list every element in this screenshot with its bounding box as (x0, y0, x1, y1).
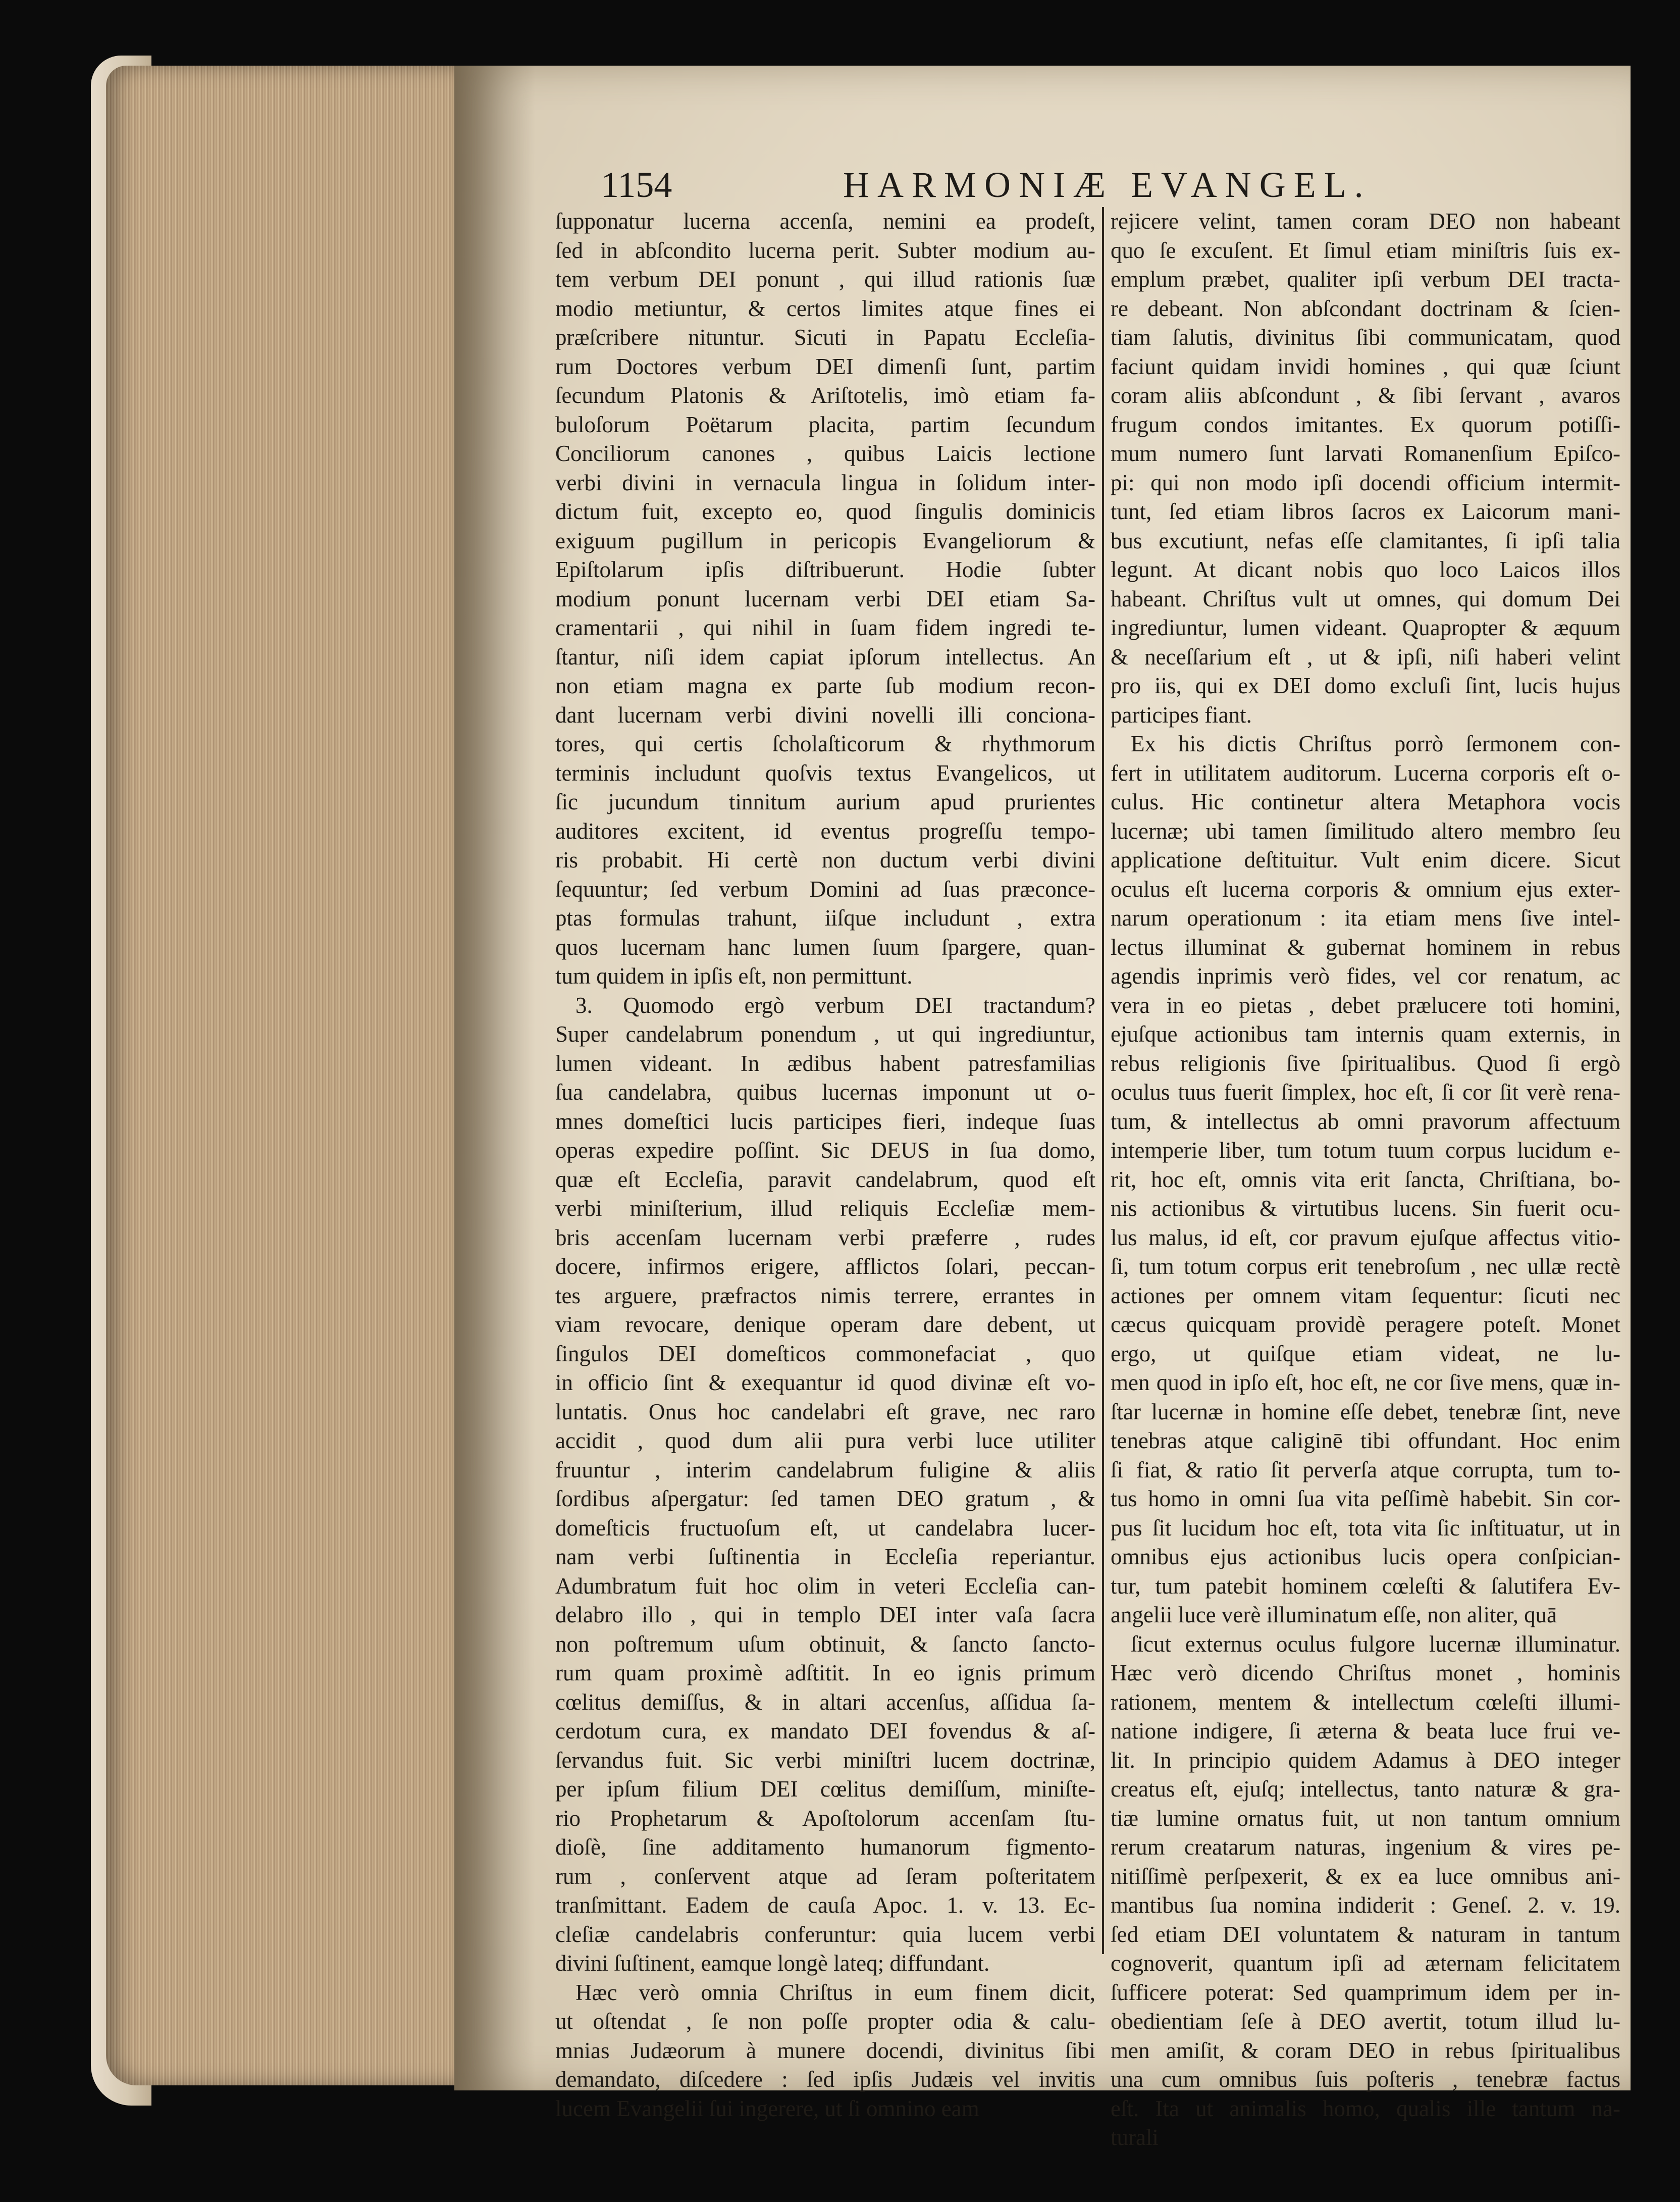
text-line: cœlitus demiſſus, & in altari accenſus, aſſidua ſa- (555, 1689, 1095, 1715)
text-line: mum numero ſunt larvati Romanenſium Epiſco- (1111, 441, 1620, 466)
text-line: tus homo in omni ſua vita peſſimè habebit. Sin cor- (1111, 1486, 1620, 1511)
text-line: accidit , quod dum alii pura verbi luce utiliter (555, 1428, 1095, 1453)
text-line: terminis includunt quoſvis textus Evangelicos, ut (555, 760, 1095, 786)
text-line: non etiam magna ex parte ſub modium recon- (555, 673, 1095, 698)
text-line: rebus religionis ſive ſpiritualibus. Quod ſi ergò (1111, 1050, 1620, 1076)
text-line: ſed in abſcondito lucerna perit. Subter modium au- (555, 237, 1095, 263)
text-line: viam revocare, denique operam dare debent, ut (555, 1312, 1095, 1337)
text-line: mnes domeſtici lucis participes fieri, indeque ſuas (555, 1108, 1095, 1134)
text-line: actiones per omnem vitam ſequentur: ſicuti nec (1111, 1283, 1620, 1308)
text-line: men amiſit, & coram DEO in rebus ſpiritualibus (1111, 2037, 1620, 2063)
text-line: ut oſtendat , ſe non poſſe propter odia & calu- (555, 2009, 1095, 2034)
text-line: quæ eſt Eccleſia, paravit candelabrum, quod eſt (555, 1166, 1095, 1192)
text-line: ſordibus aſpergatur: ſed tamen DEO gratum , & (555, 1486, 1095, 1511)
text-line: nitiſſimè perſpexerit, & ex ea luce omnibus ani- (1111, 1863, 1620, 1889)
text-line: lus malus, id eſt, cor pravum ejuſque affectus vitio- (1111, 1224, 1620, 1250)
text-line: ſi, tum totum corpus erit tenebroſum , nec ullæ rectè (1111, 1254, 1620, 1279)
text-line: tiam ſalutis, divinitus ſibi communicatam, quod (1111, 325, 1620, 350)
text-line: rum , conſervent atque ad ſeram poſteritatem (555, 1863, 1095, 1889)
text-line: ſufficere poterat: Sed quamprimum idem per in- (1111, 1979, 1620, 2005)
left-text-column (555, 207, 1095, 2123)
text-line: lucem Evangelii ſui ingerere, ut ſi omnino eam (555, 2095, 979, 2121)
text-line: rum quam proximè adſtitit. In eo ignis primum (555, 1660, 1095, 1685)
column-divider (1102, 207, 1104, 1954)
text-line: tenebras atque caliginē tibi offundant. Hoc enim (1111, 1428, 1620, 1453)
text-line: 3. Quomodo ergò verbum DEI tractandum? (575, 992, 1095, 1018)
text-line: ſervandus fuit. Sic verbi miniſtri lucem doctrinæ, (555, 1747, 1095, 1773)
text-line: Conciliorum canones , quibus Laicis lectione (555, 441, 1095, 466)
text-line: ſtar lucernæ in homine eſſe debet, tenebræ ſint, neve (1111, 1399, 1620, 1424)
text-line: bris accenſam lucernam verbi præferre , rudes (555, 1224, 1095, 1250)
text-line: natione indigere, ſi æterna & beata luce frui ve- (1111, 1718, 1620, 1744)
text-line: modium ponunt lucernam verbi DEI etiam Sa- (555, 586, 1095, 611)
text-line: eſt. Ita ut animalis homo, qualis ille tantum na- (1111, 2095, 1620, 2121)
text-line: lit. In principio quidem Adamus à DEO integer (1111, 1747, 1620, 1773)
text-line: nis actionibus & virtutibus lucens. Sin fuerit ocu- (1111, 1196, 1620, 1221)
gutter-shadow (454, 66, 535, 2090)
text-line: luntatis. Onus hoc candelabri eſt grave, nec raro (555, 1399, 1095, 1424)
text-line: rerum creatarum naturas, ingenium & vires pe- (1111, 1834, 1620, 1860)
text-line: per ipſum filium DEI cœlitus demiſſum, miniſte- (555, 1776, 1095, 1802)
text-line: quos lucernam hanc lumen ſuum ſpargere, quan- (555, 934, 1095, 960)
text-line: Adumbratum fuit hoc olim in veteri Eccleſia can- (555, 1573, 1095, 1599)
text-line: tur, tum patebit hominem cœleſti & ſalutifera Ev- (1111, 1573, 1620, 1599)
text-line: ſi fiat, & ratio ſit perverſa atque corrupta, tum to- (1111, 1457, 1620, 1482)
text-line: divini ſuſtinent, eamque longè lateq; diffundant. (555, 1951, 990, 1976)
text-line: Hæc verò omnia Chriſtus in eum finem dicit, (575, 1979, 1095, 2005)
text-line: ingrediuntur, lumen videant. Quapropter & æquum (1111, 615, 1620, 640)
text-line: cæcus quicquam providè peragere poteſt. Monet (1111, 1312, 1620, 1337)
text-line: lumen videant. In ædibus habent patresfamilias (555, 1050, 1095, 1076)
text-line: ergo, ut quiſque etiam videat, ne lu- (1111, 1341, 1620, 1366)
text-line: ſua candelabra, quibus lucernas imponunt ut o- (555, 1080, 1095, 1105)
text-line: docere, infirmos erigere, afflictos ſolari, peccan- (555, 1254, 1095, 1279)
text-line: re debeant. Non abſcondant doctrinam & ſcien- (1111, 295, 1620, 321)
text-line: intemperie liber, tum totum tuum corpus lucidum e- (1111, 1138, 1620, 1163)
text-line: cerdotum cura, ex mandato DEI fovendus & aſ- (555, 1718, 1095, 1744)
text-line: oculus eſt lucerna corporis & omnium ejus exter- (1111, 876, 1620, 902)
text-line: creatus eſt, ejuſq; intellectus, tanto naturæ & gra- (1111, 1776, 1620, 1802)
text-line: ſupponatur lucerna accenſa, nemini ea prodeſt, (555, 209, 1095, 234)
text-line: demandato, diſcedere : ſed ipſis Judæis vel invitis (555, 2067, 1095, 2092)
text-line: bus excutiunt, nefas eſſe clamitantes, ſi ipſi talia (1111, 528, 1620, 553)
text-line: rationem, mentem & intellectum cœleſti illumi- (1111, 1689, 1620, 1715)
text-line: angelii luce verè illuminatum eſſe, non aliter, quā (1111, 1602, 1557, 1627)
text-line: quo ſe excuſent. Et ſimul etiam miniſtris ſuis ex- (1111, 237, 1620, 263)
text-line: omnibus ejus actionibus lucis opera conſpician- (1111, 1544, 1620, 1569)
text-line: ejuſque actionibus tam internis quam externis, in (1111, 1021, 1620, 1047)
page-edges (106, 66, 459, 2085)
text-line: pus ſit lucidum hoc eſt, tota vita ſic inſtituatur, ut in (1111, 1515, 1620, 1541)
text-line: fert in utilitatem auditorum. Lucerna corporis eſt o- (1111, 760, 1620, 786)
text-line: lucernæ; ubi tamen ſimilitudo altero membro ſeu (1111, 818, 1620, 844)
text-line: verbi miniſterium, illud reliquis Eccleſiæ mem- (555, 1196, 1095, 1221)
text-line: domeſticis fructuoſum eſt, ut candelabra lucer- (555, 1515, 1095, 1541)
text-line: ris probabit. Hi certè non ductum verbi divini (555, 847, 1095, 873)
text-line: rio Prophetarum & Apoſtolorum accenſam ſtu- (555, 1805, 1095, 1831)
text-line: fruuntur , interim candelabrum fuligine & aliis (555, 1457, 1095, 1482)
text-line: rit, hoc eſt, omnis vita erit ſancta, Chriſtiana, bo- (1111, 1166, 1620, 1192)
text-line: ſed etiam DEI voluntatem & naturam in tantum (1111, 1921, 1620, 1947)
text-line: mantibus ſua nomina indiderit : Geneſ. 2. v. 19. (1111, 1892, 1620, 1918)
text-line: culus. Hic continetur altera Metaphora vocis (1111, 789, 1620, 814)
text-line: ſtantur, niſi idem capiat ipſorum intellectus. An (555, 644, 1095, 670)
text-line: tes arguere, præfractos nimis terrere, errantes in (555, 1283, 1095, 1308)
text-line: dant lucernam verbi divini novelli illi conciona- (555, 702, 1095, 728)
text-line: tunt, ſed etiam libros ſacros ex Laicorum mani- (1111, 499, 1620, 524)
text-line: emplum præbet, qualiter ipſi verbum DEI tracta- (1111, 267, 1620, 292)
text-line: oculus tuus fuerit ſimplex, hoc eſt, ſi cor ſit verè rena- (1111, 1080, 1620, 1105)
text-line: dioſè, ſine additamento humanorum figmento- (555, 1834, 1095, 1860)
text-line: legunt. At dicant nobis quo loco Laicos illos (1111, 557, 1620, 582)
text-line: cramentarii , qui nihil in ſuam fidem ingredi te- (555, 615, 1095, 640)
text-line: ſecundum Platonis & Ariſtotelis, imò etiam fa- (555, 383, 1095, 408)
text-line: dictum fuit, excepto eo, quod ſingulis dominicis (555, 499, 1095, 524)
right-text-column (1111, 207, 1620, 2153)
text-line: cleſiæ candelabris conferuntur: quia lucem verbi (555, 1921, 1095, 1947)
text-line: tum quidem in ipſis eſt, non permittunt. (555, 963, 913, 989)
text-line: tranſmittant. Eadem de cauſa Apoc. 1. v. 13. Ec- (555, 1892, 1095, 1918)
text-line: lectus illuminat & gubernat hominem in rebus (1111, 934, 1620, 960)
text-line: vera in eo pietas , debet prælucere toti homini, (1111, 992, 1620, 1018)
running-head: HARMONIÆ EVANGEL. (843, 165, 1372, 205)
text-line: tiæ lumine ornatus fuit, ut non tantum omnium (1111, 1805, 1620, 1831)
text-line: faciunt quidam invidi homines , qui quæ ſciunt (1111, 353, 1620, 379)
text-line: cognoverit, quantum ipſi ad æternam felicitatem (1111, 1951, 1620, 1976)
text-line: & neceſſarium eſt , ut & ipſi, niſi haberi velint (1111, 644, 1620, 670)
page-number: 1154 (601, 165, 672, 205)
text-line: men quod in ipſo eſt, hoc eſt, ne cor ſive mens, quæ in- (1111, 1370, 1620, 1395)
text-line: ſicut externus oculus fulgore lucernæ illuminatur. (1131, 1631, 1620, 1657)
text-line: auditores excitent, id eventus progreſſu tempo- (555, 818, 1095, 844)
text-line: Hæc verò dicendo Chriſtus monet , hominis (1111, 1660, 1620, 1685)
text-line: non poſtremum uſum obtinuit, & ſancto ſancto- (555, 1631, 1095, 1657)
text-line: tores, qui certis ſcholaſticorum & rhythmorum (555, 731, 1095, 756)
text-line: obedientiam ſeſe à DEO avertit, totum illud lu- (1111, 2009, 1620, 2034)
text-line: coram aliis abſcondunt , & ſibi ſervant , avaros (1111, 383, 1620, 408)
text-line: participes fiant. (1111, 702, 1252, 728)
text-line: rum Doctores verbum DEI dimenſi ſunt, partim (555, 353, 1095, 379)
text-line: Ex his dictis Chriſtus porrò ſermonem con- (1131, 731, 1620, 756)
text-line: tem verbum DEI ponunt , qui illud rationis ſuæ (555, 267, 1095, 292)
text-line: agendis inprimis verò fides, vel cor renatum, ac (1111, 963, 1620, 989)
text-line: præſcribere nituntur. Sicuti in Papatu Eccleſia- (555, 325, 1095, 350)
text-line: tum, & intellectus ab omni pravorum affectuum (1111, 1108, 1620, 1134)
text-line: narum operationum : ita etiam mens ſive intel- (1111, 905, 1620, 931)
text-line: in officio ſint & exequantur id quod divinæ eſt vo- (555, 1370, 1095, 1395)
text-line: Epiſtolarum ipſis diſtribuerunt. Hodie ſubter (555, 557, 1095, 582)
text-line: modio metiuntur, & certos limites atque fines ei (555, 295, 1095, 321)
page-header (601, 164, 1560, 210)
text-line: pi: qui non modo ipſi docendi officium intermit- (1111, 470, 1620, 495)
text-line: rejicere velint, tamen coram DEO non habeant (1111, 209, 1620, 234)
text-line: delabro illo , qui in templo DEI inter vaſa ſacra (555, 1602, 1095, 1627)
text-line: habeant. Chriſtus vult ut omnes, qui domum Dei (1111, 586, 1620, 611)
text-line: mnias Judæorum à munere docendi, divinitus ſibi (555, 2037, 1095, 2063)
text-line: ſingulos DEI domeſticos commonefaciat , quo (555, 1341, 1095, 1366)
text-line: ptas formulas trahunt, iiſque includunt , extra (555, 905, 1095, 931)
text-line: ſic jucundum tinnitum aurium apud prurientes (555, 789, 1095, 814)
text-line: verbi divini in vernacula lingua in ſolidum inter- (555, 470, 1095, 495)
text-line: pro iis, qui ex DEI domo excluſi ſint, lucis hujus (1111, 673, 1620, 698)
text-line: exiguum pugillum in pericopis Evangeliorum & (555, 528, 1095, 553)
text-line: ſequuntur; ſed verbum Domini ad ſuas præconce- (555, 876, 1095, 902)
text-line: buloſorum Poëtarum placita, partim ſecundum (555, 412, 1095, 437)
text-line: nam verbi ſuſtinentia in Eccleſia reperiantur. (555, 1544, 1095, 1569)
text-line: una cum omnibus ſuis poſteris , tenebræ factus (1111, 2067, 1620, 2092)
text-line: frugum condos imitantes. Ex quorum potiſſi- (1111, 412, 1620, 437)
text-line: Super candelabrum ponendum , ut qui ingrediuntur, (555, 1021, 1095, 1047)
text-line: operas expedire poſſint. Sic DEUS in ſua domo, (555, 1138, 1095, 1163)
text-line: turali (1111, 2125, 1159, 2150)
text-line: applicatione deſtituitur. Vult enim dicere. Sicut (1111, 847, 1620, 873)
